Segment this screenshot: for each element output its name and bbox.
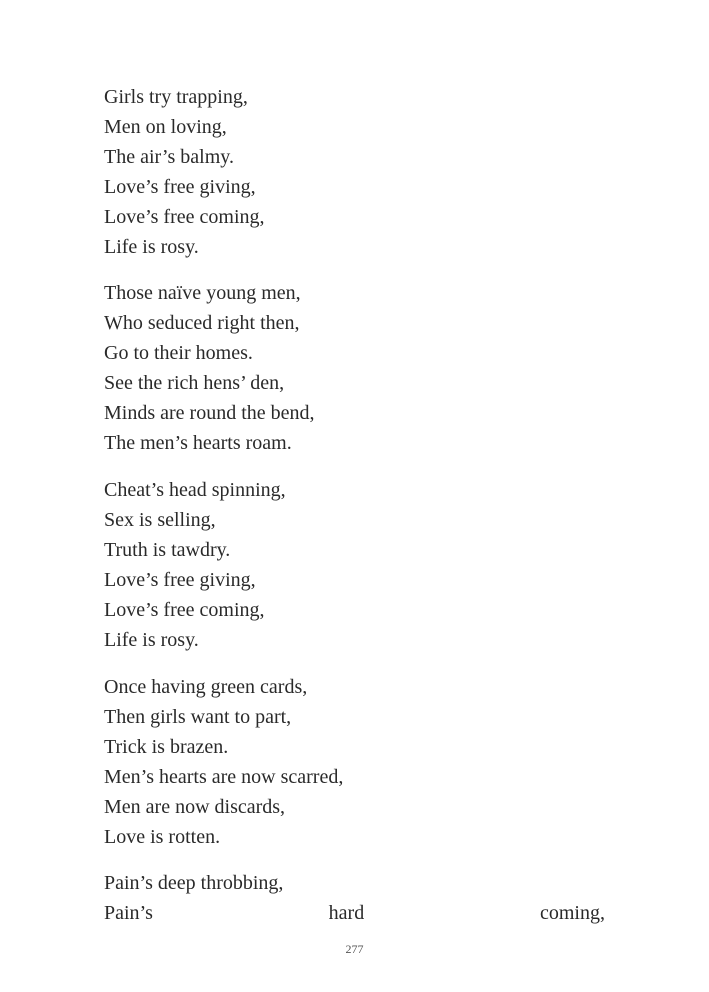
poem-line: Men’s hearts are now scarred,	[104, 766, 344, 788]
poem-line: Men are now discards,	[104, 796, 286, 818]
poem-line: See the rich hens’ den,	[104, 372, 285, 394]
poem-line: Love’s free giving,	[104, 569, 256, 591]
poem-line: Girls try trapping,	[104, 86, 248, 108]
poem-line: Love’s free coming,	[104, 206, 265, 228]
poem-line: Trick is brazen.	[104, 736, 229, 758]
poem-line: Cheat’s head spinning,	[104, 479, 286, 501]
poem-line: Love’s free giving,	[104, 176, 256, 198]
poem-line: Go to their homes.	[104, 342, 253, 364]
poem-line: The air’s balmy.	[104, 146, 234, 168]
poem-line: Once having green cards,	[104, 676, 308, 698]
poem-line: Men on loving,	[104, 116, 227, 138]
poem-line: Then girls want to part,	[104, 706, 292, 728]
poem-line: Sex is selling,	[104, 509, 216, 531]
poem-line: Truth is tawdry.	[104, 539, 231, 561]
poem-line: Life is rosy.	[104, 236, 199, 258]
stanza-3	[104, 475, 604, 655]
word: hard	[328, 902, 365, 924]
poem-line: Those naïve young men,	[104, 282, 301, 304]
poem-line: The men’s hearts roam.	[104, 432, 292, 454]
stanza-4	[104, 672, 604, 852]
poem-line: Who seduced right then,	[104, 312, 300, 334]
poem-line: Pain’s deep throbbing,	[104, 872, 284, 894]
page-number: 277	[345, 942, 364, 956]
word: coming,	[539, 902, 605, 924]
word: Pain’s	[104, 902, 153, 924]
poem-line: Minds are round the bend,	[104, 402, 315, 424]
poem-line: Life is rosy.	[104, 629, 199, 651]
poem-line: Love’s free coming,	[104, 599, 265, 621]
poem-line: Love is rotten.	[104, 826, 221, 848]
stanza-1	[104, 82, 604, 262]
stanza-2	[104, 278, 604, 458]
justified-poem-line	[104, 898, 605, 928]
stanza-5	[104, 868, 604, 928]
